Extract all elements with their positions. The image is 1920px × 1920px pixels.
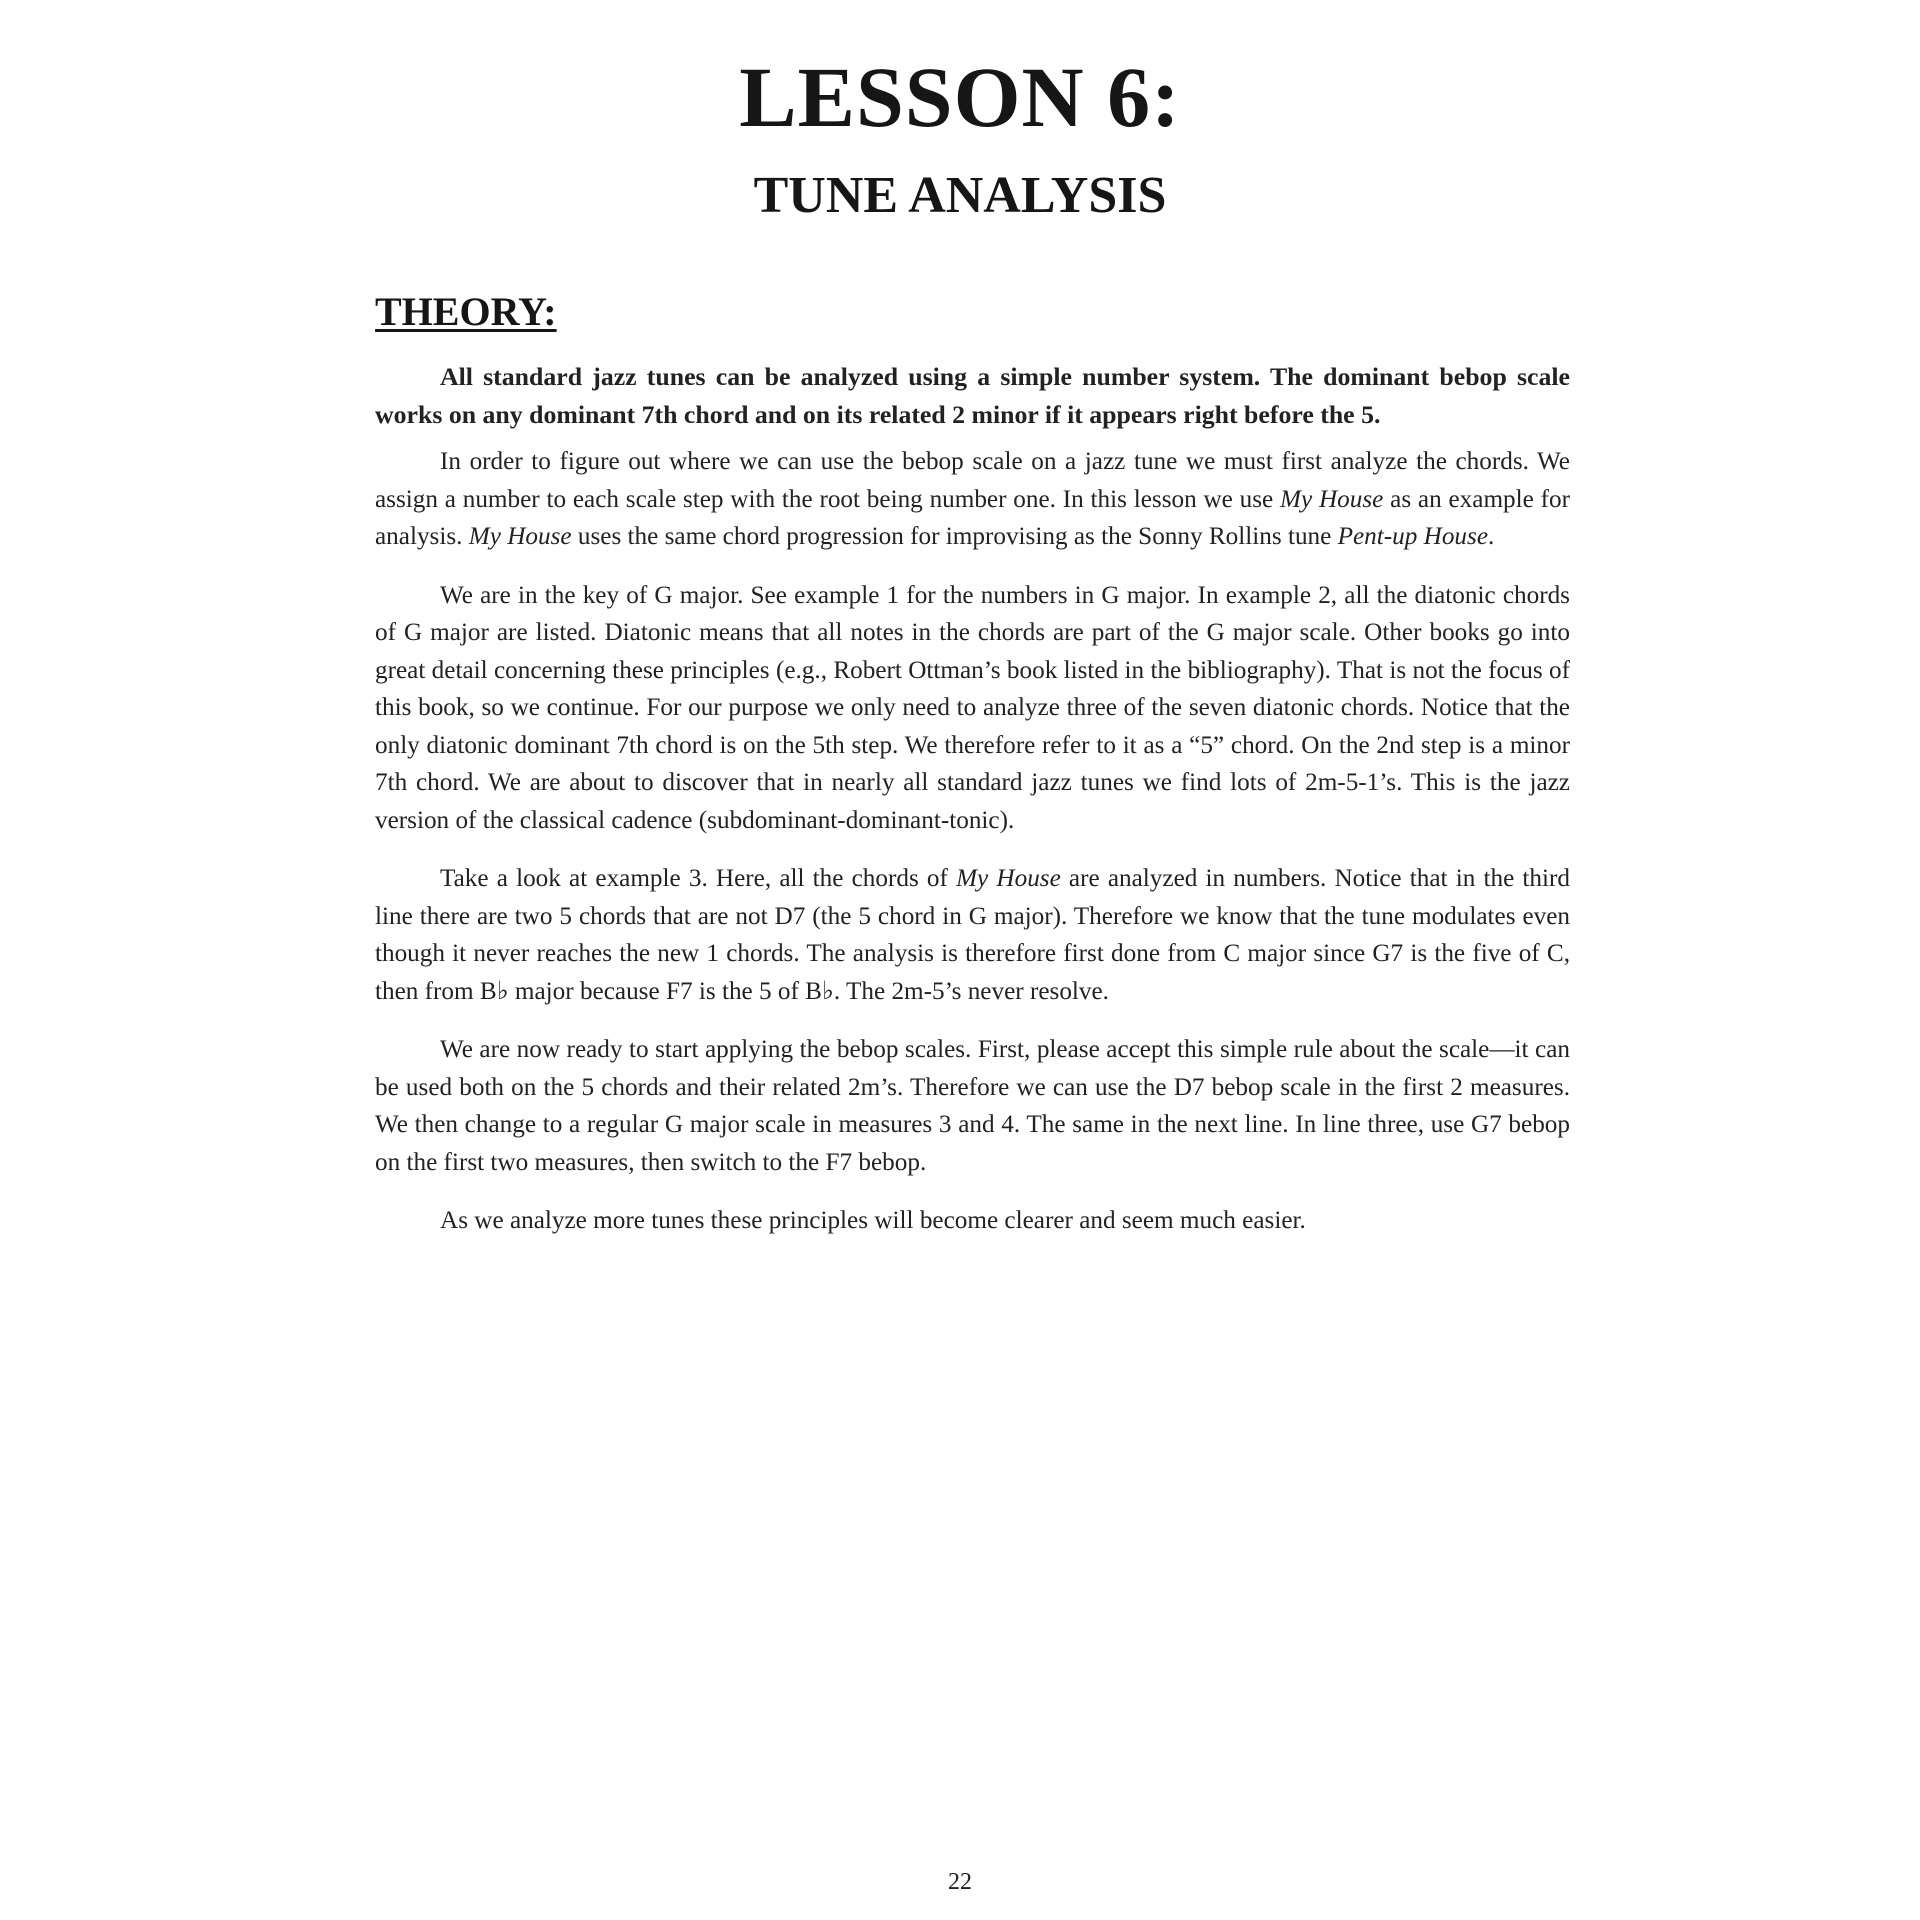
body-text (375, 358, 1570, 1261)
paragraph-2: We are in the key of G major. See example 1 for the numbers in G major. In example 2, all the diatonic chords of G major are listed. Diatonic means that all notes in the chords are part of the G major scale. Other books go into great detail concerning these principles (e.g., Robert Ottman’s book listed in the bibliography). That is not the focus of this book, so we continue. For our purpose we only need to analyze three of the seven diatonic chords. Notice that the only diatonic dominant 7th chord is on the 5th step. We therefore refer to it as a “5” chord. On the 2nd step is a minor 7th chord. We are about to discover that in nearly all standard jazz tunes we find lots of 2m-5-1’s. This is the jazz version of the classical cadence (subdominant-dominant-tonic). (375, 581, 1570, 834)
section-heading-theory: THEORY: (375, 289, 557, 334)
paragraph-1-text-a: In order to figure out where we can use the bebop scale on a jazz tune we must first analyze the chords. We assign a number to each scale step with the root being number one. In this lesson we use (375, 448, 1570, 513)
paragraph-1-text-e: uses the same chord progression for improvising as the Sonny Rollins tune (571, 523, 1338, 550)
paragraph-3-text-c: are analyzed in numbers. Notice that in the third line there are two 5 chords that are not D7 (the 5 chord in G major). Therefore we know that the tune modulates even though it never reaches the new 1 chords. The analysis is therefore first done from C major since G7 is the five of C, then from B♭ major because F7 is the 5 of B♭. The 2m-5’s never resolve. (375, 865, 1570, 1005)
paragraph-1 (375, 443, 1570, 556)
paragraph-3-text-a: Take a look at example 3. Here, all the chords of (440, 865, 957, 892)
tune-title-my-house: My House (468, 523, 572, 550)
tune-title-pent-up-house: Pent-up House (1337, 523, 1488, 550)
paragraph-1-text-c: as an example for analysis. (375, 485, 1570, 550)
tune-title-my-house: My House (956, 865, 1061, 892)
lead-paragraph: All standard jazz tunes can be analyzed using a simple number system. The dominant bebop scale works on any dominant 7th chord and on its related 2 minor if it appears right before the 5. (375, 362, 1570, 429)
paragraph-3 (375, 860, 1570, 1010)
paragraph-1-text-g: . (1488, 523, 1495, 550)
paragraph-5: As we analyze more tunes these principles will become clearer and seem much easier. (440, 1207, 1306, 1234)
page-number: 22 (948, 1869, 972, 1895)
lesson-title: LESSON 6: (739, 49, 1181, 145)
lesson-subtitle: TUNE ANALYSIS (753, 167, 1167, 224)
tune-title-my-house: My House (1280, 485, 1384, 513)
paragraph-4: We are now ready to start applying the bebop scales. First, please accept this simple rule about the scale—it can be used both on the 5 chords and their related 2m’s. Therefore we can use the D7 bebop scale in the first 2 measures. We then change to a regular G major scale in measures 3 and 4. The same in the next line. In line three, use G7 bebop on the first two measures, then switch to the F7 bebop. (375, 1036, 1570, 1176)
